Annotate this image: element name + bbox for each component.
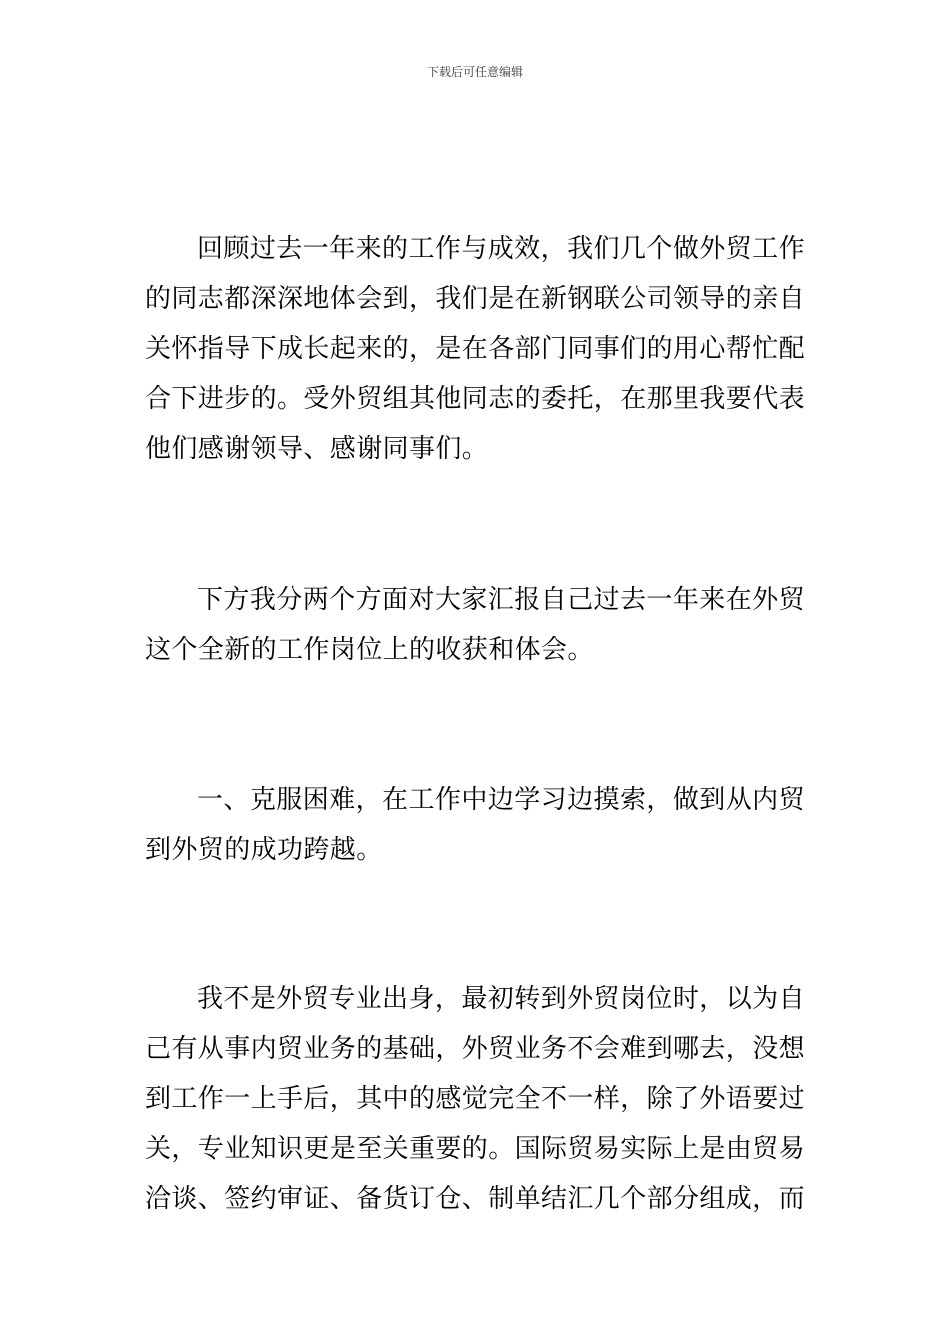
paragraph-intro: 下方我分两个方面对大家汇报自己过去一年来在外贸这个全新的工作岗位上的收获和体会。 [145,585,805,665]
paragraph-section-heading: 一、克服困难，在工作中边学习边摸索，做到从内贸到外贸的成功跨越。 [145,785,805,865]
paragraph-review: 回顾过去一年来的工作与成效，我们几个做外贸工作的同志都深深地体会到，我们是在新钢联公司领导的亲自关怀指导下成长起来的，是在各部门同事们的用心帮忙配合下进步的。受外贸组其他同志的委托，在那里我要代表他们感谢领导、感谢同事们。 [145,234,806,464]
page-header-note: 下载后可任意编辑 [426,65,523,79]
paragraph-body: 我不是外贸专业出身，最初转到外贸岗位时，以为自己有从事内贸业务的基础，外贸业务不会难到哪去，没想到工作一上手后，其中的感觉完全不一样，除了外语要过关，专业知识更是至关重要的。国际贸易实际上是由贸易洽谈、签约审证、备货订仓、制单结汇几个部分组成，而 [145,984,806,1214]
